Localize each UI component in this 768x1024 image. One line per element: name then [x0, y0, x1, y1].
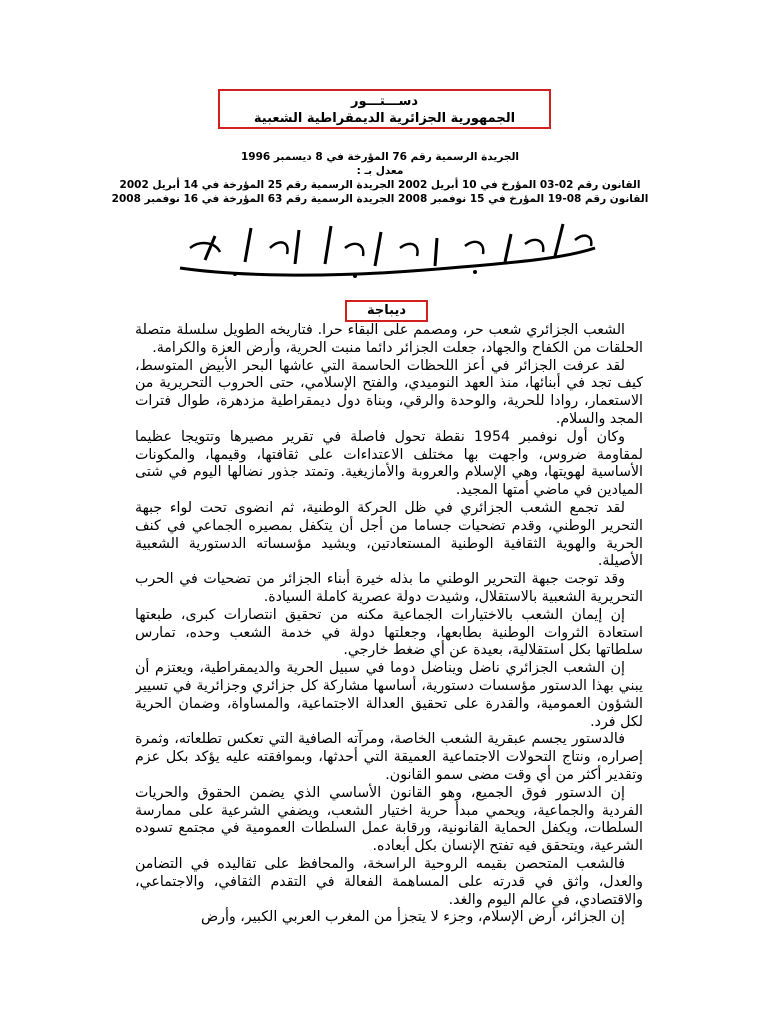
paragraph: إن الشعب الجزائري ناضل ويناضل دوما في سبيل الحرية والديمقراطية، ويعتزم أن يبني بهذا الدستور مؤسسات دستورية، أساسها مشاركة كل جزائري وجزائرية في تسيير الشؤون العمومية، والقدرة على تحقيق العدالة الاجتماعية، والمساواة، وضمان الحرية لكل فرد.: [135, 660, 643, 730]
paragraph: إن الجزائر، أرض الإسلام، وجزء لا يتجزأ من المغرب العربي الكبير، وأرض: [200, 909, 625, 926]
amended-by-line: معدل بـ :: [356, 165, 404, 177]
constitution-title-box: [218, 89, 551, 129]
paragraph: إن الدستور فوق الجميع، وهو القانون الأساسي الذي يضمن الحقوق والحريات الفردية والجماعية، ويحمي مبدأ حرية اختيار الشعب، ويضفي الشرعية على ممارسة السلطات، ويكفل الحماية القانونية، ورقابة عمل السلطات العمومية في مجتمع تسوده الشرعية، ويتحقق فيه تفتح الإنسان بكل أبعاده.: [135, 784, 643, 855]
law-line-2: القانون رقم 08-19 المؤرخ في 15 نوفمبر 2008 الجريدة الرسمية رقم 63 المؤرخة في 16 نوفمبر 2008: [111, 193, 649, 205]
paragraph: إن إيمان الشعب بالاختيارات الجماعية مكنه من تحقيق انتصارات كبرى، طبعتها استعادة الثروات الوطنية بطابعها، وجعلتها دولة في خدمة الشعب وحده، تمارس سلطاتها بكل استقلالية، بعيدة عن أي ضغط خارجي.: [135, 606, 643, 659]
preamble-title: ديباجة: [345, 300, 428, 322]
paragraph: الشعب الجزائري شعب حر، ومصمم على البقاء حرا. فتاريخه الطويل سلسلة متصلة الحلقات من الكفاح والجهاد، جعلت الجزائر دائما منبت الحرية، وأرض العزة والكرامة.: [135, 322, 643, 356]
paragraph: وكان أول نوفمبر 1954 نقطة تحول فاصلة في تقرير مصيرها وتتويجا عظيما لمقاومة ضروس، واجهت بها مختلف الاعتداءات على ثقافتها، وقيمها، والمكونات الأساسية لهويتها، وهي الإسلام والعروبة والأمازيغية. وتمتد جذور نضالها اليوم في شتى الميادين في ماضي أمتها المجيد.: [135, 428, 643, 499]
paragraph: فالشعب المتحصن بقيمه الروحية الراسخة، والمحافظ على تقاليده في التضامن والعدل، واثق في قدرته على المساهمة الفعالة في التقدم الثقافي، والاجتماعي، والاقتصادي، في عالم اليوم والغد.: [135, 855, 643, 908]
preamble-text: [135, 322, 643, 1012]
constitution-heading: دســـتـــور: [350, 94, 419, 109]
gazette-line: الجريدة الرسمية رقم 76 المؤرخة في 8 ديسمبر 1996: [240, 151, 520, 163]
basmala-calligraphy: [175, 218, 600, 280]
paragraph: فالدستور يجسم عبقرية الشعب الخاصة، ومرآته الصافية التي تعكس تطلعاته، وثمرة إصراره، ونتاج التحولات الاجتماعية العميقة التي أحدثها، وبموافقته عليه يؤكد بكل عزم وتقدير أكثر من أي وقت مضى سمو القانون.: [135, 731, 643, 783]
paragraph: وقد توجت جبهة التحرير الوطني ما بذله خيرة أبناء الجزائر من تضحيات في الحرب التحريرية الشعبية بالاستقلال، وشيدت دولة عصرية كاملة السيادة.: [135, 571, 643, 605]
republic-name: الجمهورية الجزائرية الديمقراطية الشعبية: [253, 111, 516, 126]
paragraph: لقد تجمع الشعب الجزائري في ظل الحركة الوطنية، ثم انضوى تحت لواء جبهة التحرير الوطني، وقدم تضحيات جساما من أجل أن يتكفل بمصيره الجماعي في كنف الحرية والهوية الثقافية الوطنية المستعادتين، ويشيد مؤسساته الدستورية الشعبية الأصيلة.: [135, 499, 643, 570]
paragraph: لقد عرفت الجزائر في أعز اللحظات الحاسمة التي عاشها البحر الأبيض المتوسط، كيف تجد في أبنائها، منذ العهد النوميدي، والفتح الإسلامي، حتى الحروب التحريرية من الاستعمار، روادا للحرية، والوحدة والرقي، وبناة دول ديمقراطية مزدهرة، طوال فترات المجد والسلام.: [135, 357, 643, 427]
law-line-1: القانون رقم 02-03 المؤرخ في 10 أبريل 2002 الجريدة الرسمية رقم 25 المؤرخة في 14 أبريل 2002: [119, 179, 641, 191]
publication-info: [100, 150, 660, 206]
